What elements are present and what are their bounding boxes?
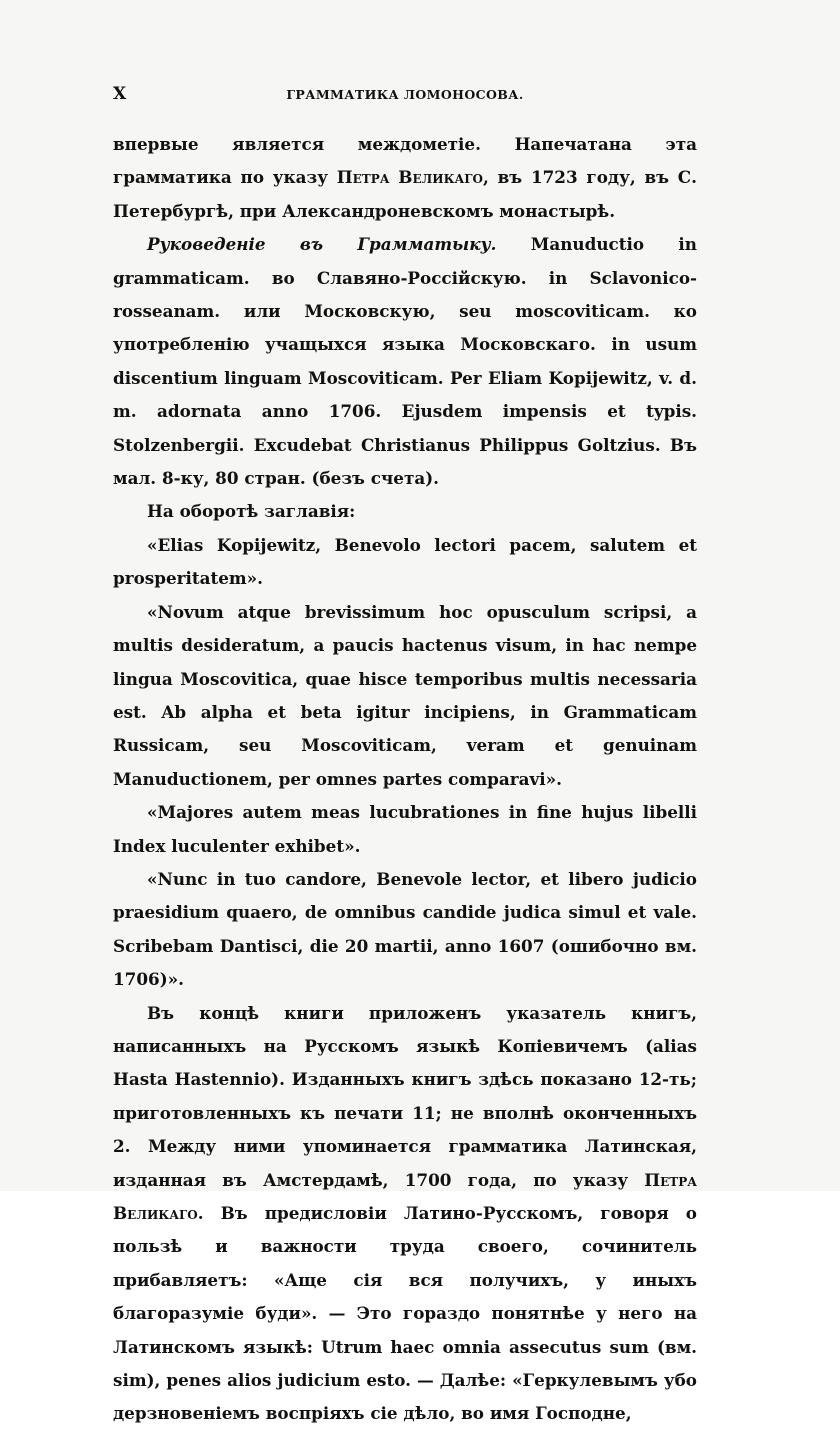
text-run: , въ 1723 году, въ С. Петербургѣ, при Александроневскомъ монастырѣ. xyxy=(113,167,697,221)
running-head xyxy=(113,84,697,114)
paragraph-7 xyxy=(113,863,697,997)
text-run: На оборотѣ заглавія: xyxy=(147,501,356,522)
text-run: впервые является междометіе. Напечатана эта грамматика по указу xyxy=(113,134,697,188)
paragraph-4 xyxy=(113,529,697,596)
paragraph-6 xyxy=(113,796,697,863)
text-run: . Въ предисловіи Латино-Русскомъ, говоря о пользѣ и важности труда своего, сочинитель прибавляетъ: «Аще сія вся получихъ, у иныхъ благоразуміе буди». — Это гораздо понятнѣе у него на Латинскомъ языкѣ: Utrum haec omnia assecutus sum (вм. sim), penes alios judicium esto. — Далѣе: «Геркулевымъ убо дерзновеніемъ воспріяхъ сіе дѣло, во имя Господне, xyxy=(113,1203,697,1424)
italic-title: Руковеденіе въ Грамматыку. xyxy=(147,234,497,255)
text-run: «Novum atque brevissimum hoc opusculum scripsi, a multis desideratum, a paucis hactenus visum, in hac nempe lingua Moscovitica, quae hisce temporibus multis necessaria est. Ab alpha et beta igitur incipiens, in Grammaticam Russicam, seu Moscoviticam, veram et genuinam Manuductionem, per omnes partes comparavi». xyxy=(113,601,697,789)
text-run: «Nunc in tuo candore, Benevole lector, et libero judicio praesidium quaero, de omnibus candide judica simul et vale. Scribebam Dantisci, die 20 martii, anno 1607 (ошибочно вм. 1706)». xyxy=(113,868,697,990)
page-body xyxy=(113,84,697,1431)
body-text xyxy=(113,128,697,1431)
text-run: «Elias Kopijewitz, Benevolo lectori pacem, salutem et prosperitatem». xyxy=(113,534,697,589)
text-run: «Majores autem meas lucubrationes in fine hujus libelli Index luculenter exhibet». xyxy=(113,802,697,856)
small-caps-name: Петра Великаго xyxy=(113,1169,697,1223)
header-title: ГРАММАТИКА ЛОМОНОСОВА. xyxy=(286,87,524,102)
text-run: Въ концѣ книги приложенъ указатель книгъ, написанныхъ на Русскомъ языкѣ Копіевичемъ (alias Hasta Hastennio). Изданныхъ книгъ здѣсь показано 12-ть; приготовленныхъ къ печати 11; не вполнѣ оконченныхъ 2. Между ними упоминается грамматика Латинская, изданная въ Амстердамѣ, 1700 года, по указу xyxy=(113,1002,697,1190)
paragraph-8 xyxy=(113,997,697,1431)
small-caps-name: Петра Великаго xyxy=(336,167,483,188)
paragraph-5 xyxy=(113,596,697,796)
paragraph-3 xyxy=(113,495,697,528)
paragraph-2 xyxy=(113,228,697,495)
page-number: X xyxy=(113,84,127,104)
text-run: Manuductio in grammaticam. во Славяно-Россійскую. in Sclavonico-rosseanam. или Московскую, seu moscoviticam. ко употребленію учащыхся языка Московскаго. in usum discentium linguam Moscoviticam. Per Eliam Kopijewitz, v. d. m. adornata anno 1706. Ejusdem impensis et typis. Stolzenbergii. Excudebat Christianus Philippus Goltzius. Въ мал. 8-ку, 80 стран. (безъ счета). xyxy=(113,234,697,489)
paragraph-1 xyxy=(113,128,697,228)
